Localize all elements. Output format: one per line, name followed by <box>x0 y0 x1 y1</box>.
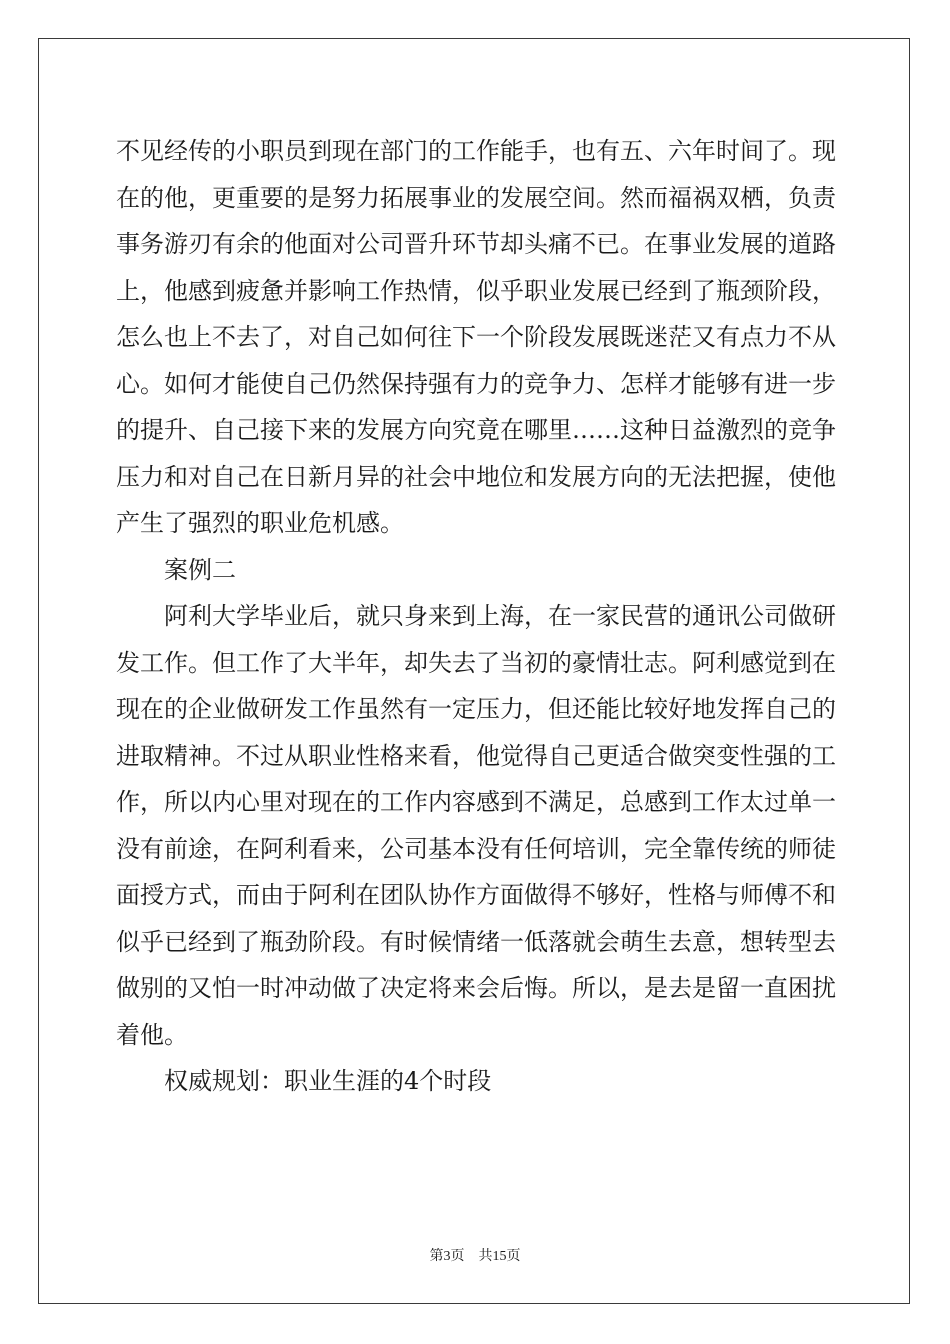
paragraph-1: 不见经传的小职员到现在部门的工作能手，也有五、六年时间了。现在的他，更重要的是努力拓展事业的发展空间。然而福祸双栖，负责事务游刃有余的他面对公司晋升环节却头痛不已。在事业发展的道路上，他感到疲惫并影响工作热情，似乎职业发展已经到了瓶颈阶段，怎么也上不去了，对自己如何往下一个阶段发展既迷茫又有点力不从心。如何才能使自己仍然保持强有力的竞争力、怎样才能够有进一步的提升、自己接下来的发展方向究竟在哪里……这种日益激烈的竞争压力和对自己在日新月异的社会中地位和发展方向的无法把握，使他产生了强烈的职业危机感。 <box>116 137 836 537</box>
paragraph-heading-case-2: 案例二 <box>164 555 236 584</box>
document-body <box>116 128 836 1105</box>
page-number-footer: 第3页 共15页 <box>429 1249 521 1264</box>
paragraph-case-2: 阿利大学毕业后，就只身来到上海，在一家民营的通讯公司做研发工作。但工作了大半年，却失去了当初的豪情壮志。阿利感觉到在现在的企业做研发工作虽然有一定压力，但还能比较好地发挥自己的进取精神。不过从职业性格来看，他觉得自己更适合做突变性强的工作，所以内心里对现在的工作内容感到不满足，总感到工作太过单一没有前途，在阿利看来，公司基本没有任何培训，完全靠传统的师徒面授方式，而由于阿利在团队协作方面做得不够好，性格与师傅不和似乎已经到了瓶劲阶段。有时候情绪一低落就会萌生去意，想转型去做别的又怕一时冲动做了决定将来会后悔。所以，是去是留一直困扰着他。 <box>116 602 836 1049</box>
paragraph-heading-planning: 权威规划：职业生涯的4个时段 <box>164 1067 492 1095</box>
